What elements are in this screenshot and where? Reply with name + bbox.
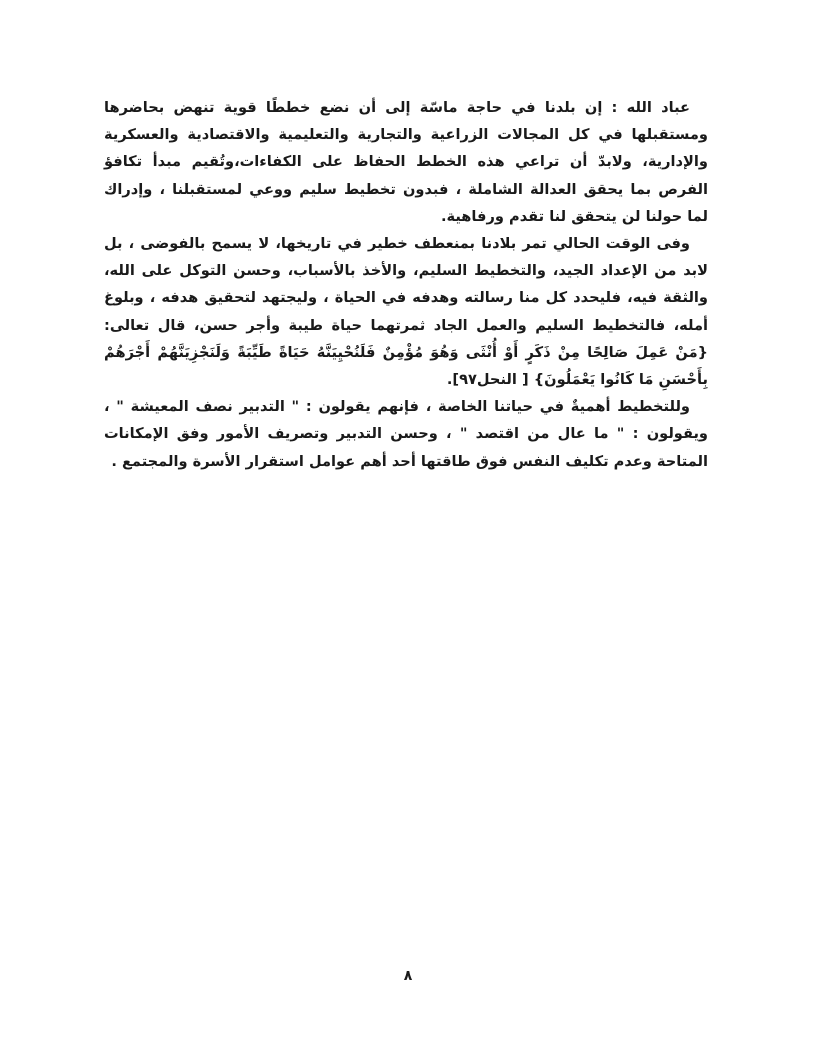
- paragraph-current-time: وفى الوقت الحالي تمر بلادنا بمنعطف خطير في تاريخها، لا يسمح بالفوضى ، بل لابد من الإعداد الجيد، والتخطيط السليم، والأخذ بالأسباب، وحسن التوكل على الله، والثقة فيه، فليحدد كل منا رسالته وهدفه في الحياة ، وليجتهد لتحقيق هدفه ، وبلوغ أمله، فالتخطيط السليم والعمل الجاد ثمرتهما حياة طيبة وأجر حسن، قال تعالى: {مَنْ عَمِلَ صَالِحًا مِنْ ذَكَرٍ أَوْ أُنْثَى وَهُوَ مُؤْمِنٌ فَلَنُحْيِيَنَّهُ حَيَاةً طَيِّبَةً وَلَنَجْزِيَنَّهُمْ أَجْرَهُمْ بِأَحْسَنِ مَا كَانُوا يَعْمَلُونَ} [ النحل٩٧].: [104, 235, 708, 389]
- paragraph-planning-needs: عباد الله : إن بلدنا في حاجة ماسّة إلى أن نضع خططًا قوية تنهض بحاضرها ومستقبلها في كل المجالات الزراعية والتجارية والتعليمية والاقتصادية والعسكرية والإدارية، ولابدّ أن تراعي هذه الخطط الحفاظ على الكفاءات،وتُقيم مبدأ تكافؤ الفرص بما يحقق العدالة الشاملة ، فبدون تخطيط سليم ووعي لمستقبلنا ، وإدراك لما حولنا لن يتحقق لنا تقدم ورفاهية.: [104, 99, 708, 225]
- page-number: ٨: [403, 968, 413, 984]
- paragraph-private-life: وللتخطيط أهميةٌ في حياتنا الخاصة ، فإنهم يقولون : " التدبير نصف المعيشة " ، ويقولون : " ما عال من اقتصد " ، وحسن التدبير وتصريف الأمور وفق الإمكانات المتاحة وعدم تكليف النفس فوق طاقتها أحد أهم عوامل استقرار الأسرة والمجتمع .: [104, 398, 708, 470]
- page-body: [104, 94, 708, 475]
